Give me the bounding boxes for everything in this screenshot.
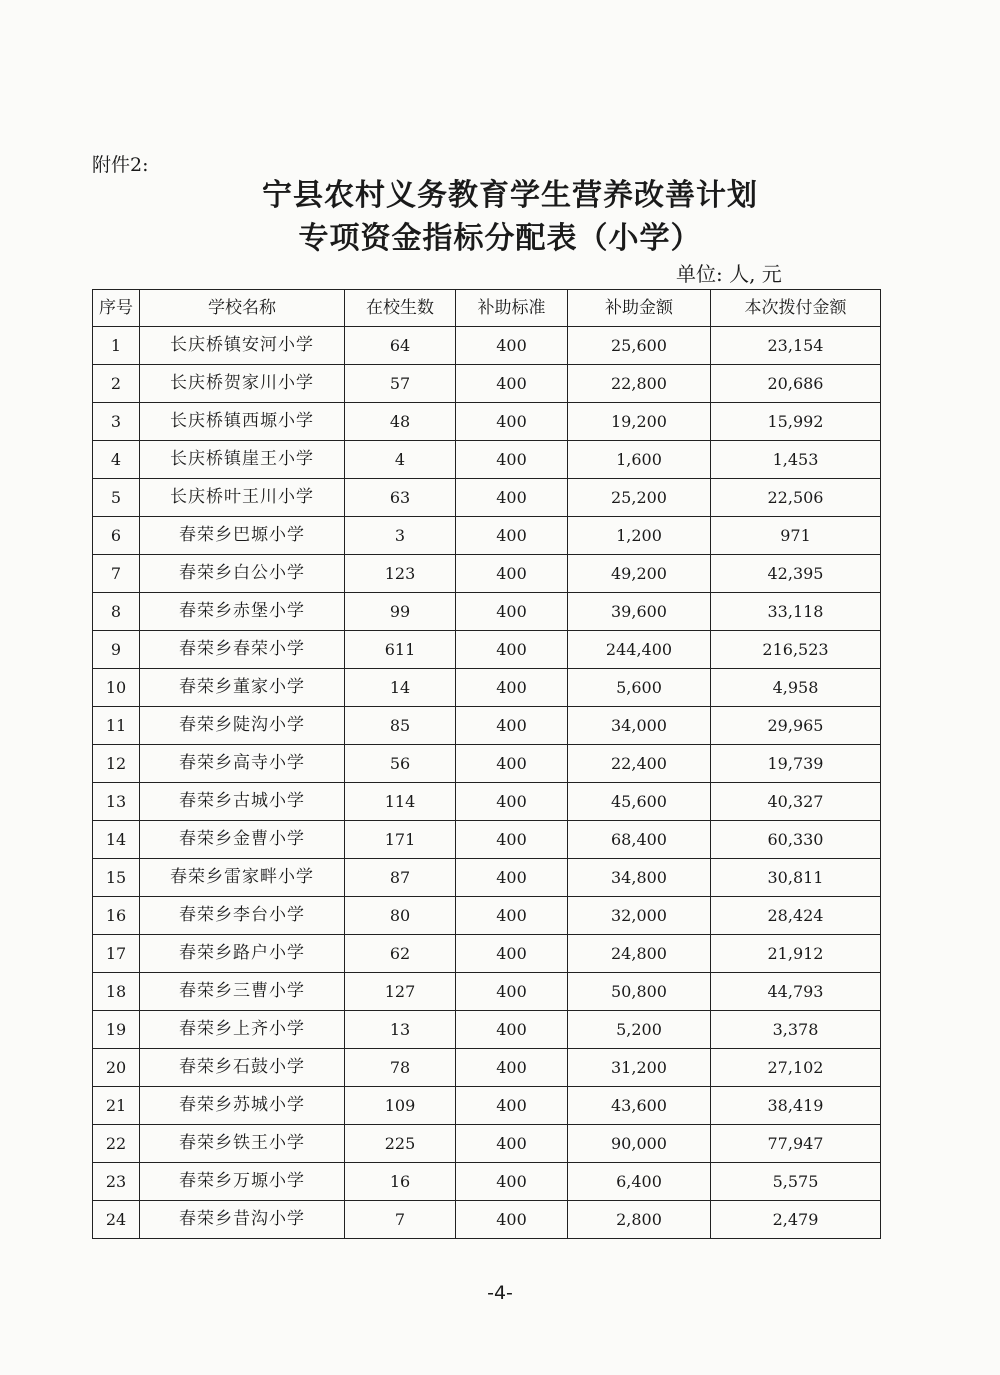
subsidy-standard-cell: 400 [456,1087,568,1125]
table-row [93,441,881,479]
row-index-cell: 10 [93,669,140,707]
table-row [93,479,881,517]
table-row [93,1087,881,1125]
school-name-cell: 春荣乡石鼓小学 [140,1049,345,1087]
enrollment-cell: 57 [345,365,456,403]
subsidy-amount-cell: 34,000 [568,707,711,745]
table-row [93,1125,881,1163]
subsidy-standard-cell: 400 [456,707,568,745]
table-row [93,897,881,935]
school-name-cell: 春荣乡白公小学 [140,555,345,593]
table-row [93,1049,881,1087]
table-row [93,973,881,1011]
subsidy-standard-cell: 400 [456,973,568,1011]
subsidy-amount-cell: 2,800 [568,1201,711,1239]
school-name-cell: 春荣乡铁王小学 [140,1125,345,1163]
table-row [93,859,881,897]
subsidy-standard-cell: 400 [456,1201,568,1239]
subsidy-standard-cell: 400 [456,859,568,897]
table-row [93,555,881,593]
disbursed-amount-cell: 38,419 [711,1087,881,1125]
row-index-cell: 6 [93,517,140,555]
school-name-cell: 春荣乡万塬小学 [140,1163,345,1201]
row-index-cell: 15 [93,859,140,897]
enrollment-cell: 64 [345,327,456,365]
subsidy-standard-cell: 400 [456,403,568,441]
subsidy-standard-cell: 400 [456,1049,568,1087]
disbursed-amount-cell: 40,327 [711,783,881,821]
table-row [93,365,881,403]
subsidy-amount-cell: 68,400 [568,821,711,859]
enrollment-cell: 3 [345,517,456,555]
disbursed-amount-cell: 216,523 [711,631,881,669]
row-index-cell: 19 [93,1011,140,1049]
subsidy-amount-cell: 25,200 [568,479,711,517]
row-index-cell: 21 [93,1087,140,1125]
header-subsidy-standard: 补助标准 [456,290,568,327]
subsidy-standard-cell: 400 [456,479,568,517]
subsidy-amount-cell: 50,800 [568,973,711,1011]
disbursed-amount-cell: 27,102 [711,1049,881,1087]
disbursed-amount-cell: 33,118 [711,593,881,631]
enrollment-cell: 171 [345,821,456,859]
subsidy-amount-cell: 244,400 [568,631,711,669]
disbursed-amount-cell: 28,424 [711,897,881,935]
subsidy-standard-cell: 400 [456,365,568,403]
enrollment-cell: 48 [345,403,456,441]
subsidy-amount-cell: 1,600 [568,441,711,479]
school-name-cell: 春荣乡昔沟小学 [140,1201,345,1239]
allocation-table [92,289,881,1239]
disbursed-amount-cell: 971 [711,517,881,555]
school-name-cell: 春荣乡雷家畔小学 [140,859,345,897]
enrollment-cell: 62 [345,935,456,973]
subsidy-amount-cell: 22,400 [568,745,711,783]
disbursed-amount-cell: 42,395 [711,555,881,593]
table-header-row [93,290,881,327]
row-index-cell: 12 [93,745,140,783]
disbursed-amount-cell: 22,506 [711,479,881,517]
subsidy-amount-cell: 34,800 [568,859,711,897]
subsidy-amount-cell: 45,600 [568,783,711,821]
header-index: 序号 [93,290,140,327]
enrollment-cell: 85 [345,707,456,745]
row-index-cell: 1 [93,327,140,365]
header-school-name: 学校名称 [140,290,345,327]
disbursed-amount-cell: 23,154 [711,327,881,365]
school-name-cell: 长庆桥镇安河小学 [140,327,345,365]
header-subsidy-amount: 补助金额 [568,290,711,327]
subsidy-standard-cell: 400 [456,935,568,973]
subsidy-standard-cell: 400 [456,1163,568,1201]
subsidy-standard-cell: 400 [456,1125,568,1163]
subsidy-amount-cell: 39,600 [568,593,711,631]
header-enrollment: 在校生数 [345,290,456,327]
row-index-cell: 13 [93,783,140,821]
enrollment-cell: 56 [345,745,456,783]
school-name-cell: 春荣乡李台小学 [140,897,345,935]
subsidy-standard-cell: 400 [456,517,568,555]
table-row [93,517,881,555]
row-index-cell: 16 [93,897,140,935]
subsidy-standard-cell: 400 [456,745,568,783]
school-name-cell: 春荣乡古城小学 [140,783,345,821]
disbursed-amount-cell: 1,453 [711,441,881,479]
enrollment-cell: 63 [345,479,456,517]
subsidy-standard-cell: 400 [456,327,568,365]
row-index-cell: 8 [93,593,140,631]
row-index-cell: 20 [93,1049,140,1087]
enrollment-cell: 225 [345,1125,456,1163]
school-name-cell: 长庆桥贺家川小学 [140,365,345,403]
school-name-cell: 春荣乡高寺小学 [140,745,345,783]
table-row [93,669,881,707]
school-name-cell: 春荣乡路户小学 [140,935,345,973]
school-name-cell: 春荣乡董家小学 [140,669,345,707]
disbursed-amount-cell: 2,479 [711,1201,881,1239]
table-row [93,783,881,821]
row-index-cell: 22 [93,1125,140,1163]
disbursed-amount-cell: 77,947 [711,1125,881,1163]
enrollment-cell: 78 [345,1049,456,1087]
subsidy-standard-cell: 400 [456,897,568,935]
enrollment-cell: 87 [345,859,456,897]
subsidy-amount-cell: 5,600 [568,669,711,707]
header-disbursed-amount: 本次拨付金额 [711,290,881,327]
school-name-cell: 春荣乡三曹小学 [140,973,345,1011]
enrollment-cell: 127 [345,973,456,1011]
unit-label: 单位: 人, 元 [676,262,782,286]
school-name-cell: 长庆桥叶王川小学 [140,479,345,517]
subsidy-standard-cell: 400 [456,783,568,821]
school-name-cell: 春荣乡春荣小学 [140,631,345,669]
subsidy-amount-cell: 6,400 [568,1163,711,1201]
table-row [93,1011,881,1049]
school-name-cell: 春荣乡陡沟小学 [140,707,345,745]
row-index-cell: 4 [93,441,140,479]
row-index-cell: 14 [93,821,140,859]
school-name-cell: 长庆桥镇西塬小学 [140,403,345,441]
school-name-cell: 春荣乡巴塬小学 [140,517,345,555]
enrollment-cell: 80 [345,897,456,935]
row-index-cell: 7 [93,555,140,593]
subsidy-standard-cell: 400 [456,1011,568,1049]
school-name-cell: 春荣乡上齐小学 [140,1011,345,1049]
table-row [93,1163,881,1201]
disbursed-amount-cell: 29,965 [711,707,881,745]
disbursed-amount-cell: 60,330 [711,821,881,859]
enrollment-cell: 4 [345,441,456,479]
table-row [93,745,881,783]
table-row [93,403,881,441]
table-body [93,327,881,1239]
school-name-cell: 春荣乡赤堡小学 [140,593,345,631]
disbursed-amount-cell: 19,739 [711,745,881,783]
subsidy-standard-cell: 400 [456,555,568,593]
subsidy-standard-cell: 400 [456,441,568,479]
disbursed-amount-cell: 3,378 [711,1011,881,1049]
page-number: -4- [487,1282,513,1304]
subsidy-amount-cell: 22,800 [568,365,711,403]
subsidy-amount-cell: 19,200 [568,403,711,441]
subsidy-amount-cell: 25,600 [568,327,711,365]
row-index-cell: 3 [93,403,140,441]
row-index-cell: 2 [93,365,140,403]
enrollment-cell: 99 [345,593,456,631]
enrollment-cell: 123 [345,555,456,593]
subsidy-amount-cell: 32,000 [568,897,711,935]
document-title-line1: 宁县农村义务教育学生营养改善计划 [262,178,758,213]
row-index-cell: 24 [93,1201,140,1239]
subsidy-standard-cell: 400 [456,821,568,859]
enrollment-cell: 16 [345,1163,456,1201]
row-index-cell: 18 [93,973,140,1011]
enrollment-cell: 14 [345,669,456,707]
attachment-label: 附件2: [92,154,149,176]
disbursed-amount-cell: 30,811 [711,859,881,897]
subsidy-amount-cell: 5,200 [568,1011,711,1049]
row-index-cell: 9 [93,631,140,669]
row-index-cell: 5 [93,479,140,517]
document-title-line2: 专项资金指标分配表（小学） [298,221,702,256]
subsidy-amount-cell: 31,200 [568,1049,711,1087]
subsidy-standard-cell: 400 [456,631,568,669]
subsidy-amount-cell: 24,800 [568,935,711,973]
enrollment-cell: 13 [345,1011,456,1049]
subsidy-amount-cell: 1,200 [568,517,711,555]
school-name-cell: 春荣乡苏城小学 [140,1087,345,1125]
table-row [93,1201,881,1239]
table-row [93,821,881,859]
table-row [93,593,881,631]
subsidy-amount-cell: 43,600 [568,1087,711,1125]
disbursed-amount-cell: 21,912 [711,935,881,973]
school-name-cell: 长庆桥镇崖王小学 [140,441,345,479]
row-index-cell: 23 [93,1163,140,1201]
enrollment-cell: 109 [345,1087,456,1125]
disbursed-amount-cell: 15,992 [711,403,881,441]
enrollment-cell: 114 [345,783,456,821]
disbursed-amount-cell: 44,793 [711,973,881,1011]
enrollment-cell: 7 [345,1201,456,1239]
subsidy-amount-cell: 90,000 [568,1125,711,1163]
table-row [93,935,881,973]
enrollment-cell: 611 [345,631,456,669]
subsidy-amount-cell: 49,200 [568,555,711,593]
table-row [93,631,881,669]
row-index-cell: 11 [93,707,140,745]
disbursed-amount-cell: 20,686 [711,365,881,403]
table-row [93,707,881,745]
school-name-cell: 春荣乡金曹小学 [140,821,345,859]
subsidy-standard-cell: 400 [456,669,568,707]
disbursed-amount-cell: 4,958 [711,669,881,707]
disbursed-amount-cell: 5,575 [711,1163,881,1201]
row-index-cell: 17 [93,935,140,973]
table-row [93,327,881,365]
subsidy-standard-cell: 400 [456,593,568,631]
